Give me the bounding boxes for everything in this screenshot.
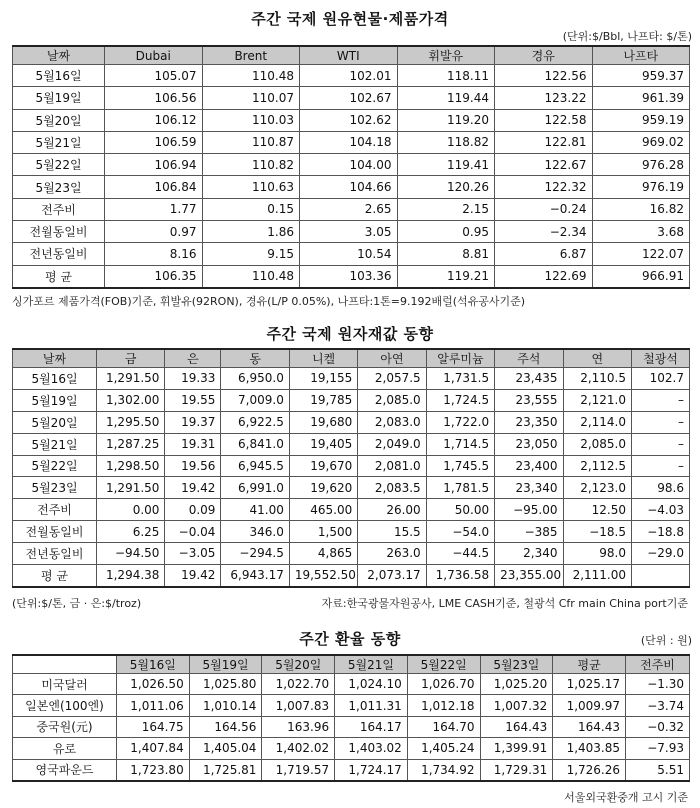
metal-row-label: 5월22일: [13, 455, 97, 477]
metal-cell: 1,745.5: [426, 455, 494, 477]
oil-title: 주간 국제 원유현물·제품가격: [251, 10, 449, 28]
oil-table-row: [13, 87, 690, 109]
metal-cell: 50.00: [426, 499, 494, 521]
oil-table-row: [13, 220, 690, 242]
fx-cell: 1,403.02: [335, 738, 408, 759]
oil-cell: 122.58: [495, 109, 593, 131]
fx-cell: 164.43: [480, 716, 553, 737]
oil-cell: 959.37: [592, 65, 690, 87]
oil-cell: 8.81: [397, 243, 495, 265]
oil-unit: (단위:$/Bbl, 나프타: $/톤): [562, 30, 692, 43]
metal-cell: 6,945.5: [221, 455, 289, 477]
metal-cell: 1,731.5: [426, 368, 494, 390]
metal-cell: 19.31: [165, 433, 221, 455]
fx-col-header: 5월19일: [189, 655, 262, 674]
metal-cell: –: [632, 389, 690, 411]
metal-cell: 98.0: [563, 543, 631, 565]
metal-col-header: 철광석: [632, 349, 690, 368]
fx-row-label: 일본엔(100엔): [13, 695, 117, 716]
metal-cell: 2,073.17: [358, 564, 426, 587]
metal-row-label: 5월19일: [13, 389, 97, 411]
oil-col-header: Brent: [202, 46, 300, 65]
metal-cell: 2,340: [495, 543, 563, 565]
oil-row-label: 전월동일비: [13, 220, 105, 242]
metal-col-header: 아연: [358, 349, 426, 368]
oil-col-header: WTI: [300, 46, 398, 65]
fx-cell: 1,012.18: [407, 695, 480, 716]
metal-cell: 4,865: [289, 543, 357, 565]
metal-cell: −385: [495, 521, 563, 543]
oil-row-label: 5월21일: [13, 131, 105, 153]
oil-cell: 119.21: [397, 265, 495, 288]
metal-cell: 1,736.58: [426, 564, 494, 587]
oil-row-label: 5월23일: [13, 176, 105, 198]
metal-cell: 2,114.0: [563, 411, 631, 433]
metal-cell: 1,291.50: [97, 368, 165, 390]
metal-cell: 1,298.50: [97, 455, 165, 477]
oil-table-row: [13, 131, 690, 153]
metal-cell: 26.00: [358, 499, 426, 521]
oil-cell: 8.16: [105, 243, 203, 265]
oil-table-row: [13, 109, 690, 131]
metal-cell: –: [632, 455, 690, 477]
metal-cell: –: [632, 411, 690, 433]
metal-table-row: [13, 433, 690, 455]
metal-col-header: 동: [221, 349, 289, 368]
oil-cell: 118.11: [397, 65, 495, 87]
metal-cell: 346.0: [221, 521, 289, 543]
metal-cell: 6.25: [97, 521, 165, 543]
metal-cell: 23,400: [495, 455, 563, 477]
fx-cell: −1.30: [626, 674, 690, 695]
metal-cell: 1,294.38: [97, 564, 165, 587]
metal-cell: 2,083.5: [358, 477, 426, 499]
oil-cell: 119.41: [397, 154, 495, 176]
metal-cell: 1,295.50: [97, 411, 165, 433]
oil-cell: 1.86: [202, 220, 300, 242]
fx-cell: 1,026.50: [117, 674, 190, 695]
metal-cell: 2,049.0: [358, 433, 426, 455]
oil-cell: 966.91: [592, 265, 690, 288]
oil-cell: 2.65: [300, 198, 398, 220]
oil-row-label: 5월20일: [13, 109, 105, 131]
fx-col-header: 5월21일: [335, 655, 408, 674]
oil-cell: 3.05: [300, 220, 398, 242]
fx-col-header: 5월20일: [262, 655, 335, 674]
metal-col-header: 금: [97, 349, 165, 368]
metal-cell: 6,943.17: [221, 564, 289, 587]
metal-cell: −54.0: [426, 521, 494, 543]
metal-cell: 1,724.5: [426, 389, 494, 411]
metal-cell: 19,155: [289, 368, 357, 390]
metal-cell: 19.56: [165, 455, 221, 477]
oil-cell: 110.82: [202, 154, 300, 176]
metal-cell: −294.5: [221, 543, 289, 565]
oil-cell: 976.19: [592, 176, 690, 198]
metal-cell: 12.50: [563, 499, 631, 521]
oil-cell: 9.15: [202, 243, 300, 265]
oil-cell: 110.87: [202, 131, 300, 153]
fx-table-row: [13, 716, 690, 737]
oil-cell: 106.59: [105, 131, 203, 153]
fx-cell: 1,025.20: [480, 674, 553, 695]
metal-col-header: 은: [165, 349, 221, 368]
fx-table-row: [13, 738, 690, 759]
metal-row-label: 5월21일: [13, 433, 97, 455]
oil-cell: 6.87: [495, 243, 593, 265]
fx-cell: 1,007.83: [262, 695, 335, 716]
fx-cell: 1,407.84: [117, 738, 190, 759]
metal-table-row: [13, 455, 690, 477]
oil-cell: 969.02: [592, 131, 690, 153]
metal-cell: 2,057.5: [358, 368, 426, 390]
metal-cell: 102.7: [632, 368, 690, 390]
fx-cell: 1,726.26: [553, 759, 626, 781]
oil-cell: 119.44: [397, 87, 495, 109]
metal-cell: 23,050: [495, 433, 563, 455]
oil-price-table: [12, 45, 690, 289]
fx-unit: (단위 : 원): [640, 634, 692, 647]
metal-cell: 7,009.0: [221, 389, 289, 411]
oil-cell: 122.81: [495, 131, 593, 153]
oil-table-row: [13, 265, 690, 288]
metal-cell: 1,291.50: [97, 477, 165, 499]
metal-cell: 2,083.0: [358, 411, 426, 433]
metal-col-header: 니켈: [289, 349, 357, 368]
metal-cell: 19.37: [165, 411, 221, 433]
metal-row-label: 전주비: [13, 499, 97, 521]
metal-unit-note: (단위:$/톤, 금 · 은:$/troz): [12, 597, 142, 610]
fx-source-note: 서울외국환중개 고시 기준: [564, 791, 688, 804]
oil-cell: 123.22: [495, 87, 593, 109]
metal-cell: −3.05: [165, 543, 221, 565]
metal-table-row: [13, 543, 690, 565]
metal-cell: 2,081.0: [358, 455, 426, 477]
metal-price-table: [12, 348, 690, 588]
fx-cell: 1,729.31: [480, 759, 553, 781]
fx-cell: −0.32: [626, 716, 690, 737]
metal-cell: 2,123.0: [563, 477, 631, 499]
oil-cell: 3.68: [592, 220, 690, 242]
oil-col-header: 날짜: [13, 46, 105, 65]
fx-cell: 1,024.10: [335, 674, 408, 695]
oil-col-header: Dubai: [105, 46, 203, 65]
fx-cell: 1,026.70: [407, 674, 480, 695]
fx-cell: 1,724.17: [335, 759, 408, 781]
oil-cell: 104.00: [300, 154, 398, 176]
metal-cell: 2,112.5: [563, 455, 631, 477]
fx-row-label: 유로: [13, 738, 117, 759]
oil-row-label: 5월19일: [13, 87, 105, 109]
fx-cell: 1,011.31: [335, 695, 408, 716]
metal-cell: 6,841.0: [221, 433, 289, 455]
fx-cell: 1,010.14: [189, 695, 262, 716]
oil-cell: 122.56: [495, 65, 593, 87]
fx-cell: 164.17: [335, 716, 408, 737]
oil-cell: 118.82: [397, 131, 495, 153]
fx-table-row: [13, 695, 690, 716]
fx-cell: −7.93: [626, 738, 690, 759]
oil-cell: 104.66: [300, 176, 398, 198]
metal-cell: 19.42: [165, 477, 221, 499]
metal-cell: 2,110.5: [563, 368, 631, 390]
metal-table-row: [13, 564, 690, 587]
metal-cell: [632, 564, 690, 587]
fx-cell: 1,734.92: [407, 759, 480, 781]
oil-row-label: 전주비: [13, 198, 105, 220]
oil-cell: −2.34: [495, 220, 593, 242]
metal-col-header: 알루미늄: [426, 349, 494, 368]
oil-cell: 0.95: [397, 220, 495, 242]
metal-table-row: [13, 368, 690, 390]
oil-cell: 110.48: [202, 265, 300, 288]
oil-cell: 122.67: [495, 154, 593, 176]
metal-cell: −29.0: [632, 543, 690, 565]
fx-col-header: [13, 655, 117, 674]
metal-cell: −4.03: [632, 499, 690, 521]
metal-col-header: 주석: [495, 349, 563, 368]
fx-cell: 1,022.70: [262, 674, 335, 695]
metal-cell: 23,340: [495, 477, 563, 499]
fx-cell: 1,009.97: [553, 695, 626, 716]
metal-cell: 1,287.25: [97, 433, 165, 455]
oil-cell: 16.82: [592, 198, 690, 220]
metal-cell: 0.09: [165, 499, 221, 521]
metal-row-label: 5월16일: [13, 368, 97, 390]
oil-row-label: 5월22일: [13, 154, 105, 176]
oil-row-label: 평 균: [13, 265, 105, 288]
oil-table-row: [13, 243, 690, 265]
fx-table-row: [13, 674, 690, 695]
metal-cell: 6,991.0: [221, 477, 289, 499]
oil-cell: 106.94: [105, 154, 203, 176]
oil-cell: 959.19: [592, 109, 690, 131]
metal-cell: 19,680: [289, 411, 357, 433]
oil-cell: 119.20: [397, 109, 495, 131]
fx-cell: 164.56: [189, 716, 262, 737]
fx-cell: 1,725.81: [189, 759, 262, 781]
metal-cell: −94.50: [97, 543, 165, 565]
metal-cell: −95.00: [495, 499, 563, 521]
metal-table-row: [13, 521, 690, 543]
metal-row-label: 5월23일: [13, 477, 97, 499]
fx-cell: 1,025.17: [553, 674, 626, 695]
oil-cell: 104.18: [300, 131, 398, 153]
fx-cell: 1,723.80: [117, 759, 190, 781]
oil-cell: 122.32: [495, 176, 593, 198]
fx-col-header: 5월23일: [480, 655, 553, 674]
metal-cell: 2,111.00: [563, 564, 631, 587]
oil-note: 싱가포르 제품가격(FOB)기준, 휘발유(92RON), 경유(L/P 0.05%), 나프타:1톤=9.192배럴(석유공사기준): [12, 295, 526, 308]
oil-cell: 106.56: [105, 87, 203, 109]
metal-cell: 19,670: [289, 455, 357, 477]
metal-cell: –: [632, 433, 690, 455]
metal-row-label: 전년동일비: [13, 543, 97, 565]
oil-row-label: 5월16일: [13, 65, 105, 87]
metal-cell: 0.00: [97, 499, 165, 521]
oil-table-row: [13, 176, 690, 198]
fx-cell: 1,007.32: [480, 695, 553, 716]
oil-table-row: [13, 154, 690, 176]
metal-cell: −18.8: [632, 521, 690, 543]
metal-col-header: 연: [563, 349, 631, 368]
oil-cell: 110.63: [202, 176, 300, 198]
fx-cell: 1,405.04: [189, 738, 262, 759]
metal-cell: 465.00: [289, 499, 357, 521]
oil-cell: 102.01: [300, 65, 398, 87]
fx-cell: 1,025.80: [189, 674, 262, 695]
metal-cell: 2,085.0: [358, 389, 426, 411]
oil-cell: 102.62: [300, 109, 398, 131]
oil-cell: 102.67: [300, 87, 398, 109]
fx-cell: −3.74: [626, 695, 690, 716]
fx-cell: 1,399.91: [480, 738, 553, 759]
metal-cell: 1,500: [289, 521, 357, 543]
oil-cell: 106.12: [105, 109, 203, 131]
metal-cell: 19,620: [289, 477, 357, 499]
oil-table-row: [13, 65, 690, 87]
metal-cell: 19.42: [165, 564, 221, 587]
fx-cell: 1,402.02: [262, 738, 335, 759]
fx-cell: 164.43: [553, 716, 626, 737]
fx-cell: 1,405.24: [407, 738, 480, 759]
metal-cell: 19.55: [165, 389, 221, 411]
oil-cell: 0.15: [202, 198, 300, 220]
metal-cell: 15.5: [358, 521, 426, 543]
oil-cell: 10.54: [300, 243, 398, 265]
fx-cell: 1,719.57: [262, 759, 335, 781]
fx-row-label: 중국원(元): [13, 716, 117, 737]
metal-cell: 263.0: [358, 543, 426, 565]
oil-cell: 120.26: [397, 176, 495, 198]
fx-cell: 164.75: [117, 716, 190, 737]
metal-title: 주간 국제 원자재값 동향: [266, 325, 434, 343]
metal-cell: 6,950.0: [221, 368, 289, 390]
metal-cell: 6,922.5: [221, 411, 289, 433]
metal-table-row: [13, 499, 690, 521]
oil-cell: 106.84: [105, 176, 203, 198]
metal-cell: 2,121.0: [563, 389, 631, 411]
fx-col-header: 5월22일: [407, 655, 480, 674]
oil-table-row: [13, 198, 690, 220]
oil-cell: 961.39: [592, 87, 690, 109]
metal-cell: 19,552.50: [289, 564, 357, 587]
metal-cell: 23,435: [495, 368, 563, 390]
fx-col-header: 전주비: [626, 655, 690, 674]
metal-cell: 19,785: [289, 389, 357, 411]
metal-cell: 19.33: [165, 368, 221, 390]
fx-col-header: 5월16일: [117, 655, 190, 674]
metal-cell: 98.6: [632, 477, 690, 499]
oil-cell: 110.03: [202, 109, 300, 131]
fx-cell: 1,403.85: [553, 738, 626, 759]
oil-cell: 105.07: [105, 65, 203, 87]
fx-cell: 5.51: [626, 759, 690, 781]
oil-cell: 122.07: [592, 243, 690, 265]
fx-cell: 1,011.06: [117, 695, 190, 716]
metal-cell: 1,714.5: [426, 433, 494, 455]
metal-source-note: 자료:한국광물자원공사, LME CASH기준, 철광석 Cfr main China port기준: [321, 597, 688, 610]
metal-cell: 23,555: [495, 389, 563, 411]
metal-cell: 1,302.00: [97, 389, 165, 411]
fx-cell: 163.96: [262, 716, 335, 737]
metal-cell: −0.04: [165, 521, 221, 543]
oil-cell: 2.15: [397, 198, 495, 220]
metal-cell: 23,350: [495, 411, 563, 433]
metal-cell: 1,722.0: [426, 411, 494, 433]
metal-cell: 1,781.5: [426, 477, 494, 499]
fx-table-row: [13, 759, 690, 781]
oil-cell: 110.48: [202, 65, 300, 87]
oil-cell: 106.35: [105, 265, 203, 288]
oil-cell: 0.97: [105, 220, 203, 242]
fx-row-label: 미국달러: [13, 674, 117, 695]
metal-cell: 2,085.0: [563, 433, 631, 455]
metal-cell: 41.00: [221, 499, 289, 521]
oil-cell: 976.28: [592, 154, 690, 176]
oil-col-header: 경유: [495, 46, 593, 65]
fx-rate-table: [12, 654, 690, 782]
fx-title: 주간 환율 동향: [299, 630, 401, 648]
metal-table-row: [13, 477, 690, 499]
oil-col-header: 나프타: [592, 46, 690, 65]
metal-col-header: 날짜: [13, 349, 97, 368]
metal-cell: 23,355.00: [495, 564, 563, 587]
fx-cell: 164.70: [407, 716, 480, 737]
metal-row-label: 5월20일: [13, 411, 97, 433]
metal-cell: 19,405: [289, 433, 357, 455]
metal-table-row: [13, 411, 690, 433]
metal-cell: −44.5: [426, 543, 494, 565]
metal-row-label: 전월동일비: [13, 521, 97, 543]
metal-table-row: [13, 389, 690, 411]
oil-cell: 103.36: [300, 265, 398, 288]
oil-cell: 1.77: [105, 198, 203, 220]
oil-cell: −0.24: [495, 198, 593, 220]
oil-col-header: 휘발유: [397, 46, 495, 65]
fx-row-label: 영국파운드: [13, 759, 117, 781]
oil-row-label: 전년동일비: [13, 243, 105, 265]
oil-cell: 110.07: [202, 87, 300, 109]
metal-cell: −18.5: [563, 521, 631, 543]
oil-cell: 122.69: [495, 265, 593, 288]
fx-col-header: 평균: [553, 655, 626, 674]
metal-row-label: 평 균: [13, 564, 97, 587]
